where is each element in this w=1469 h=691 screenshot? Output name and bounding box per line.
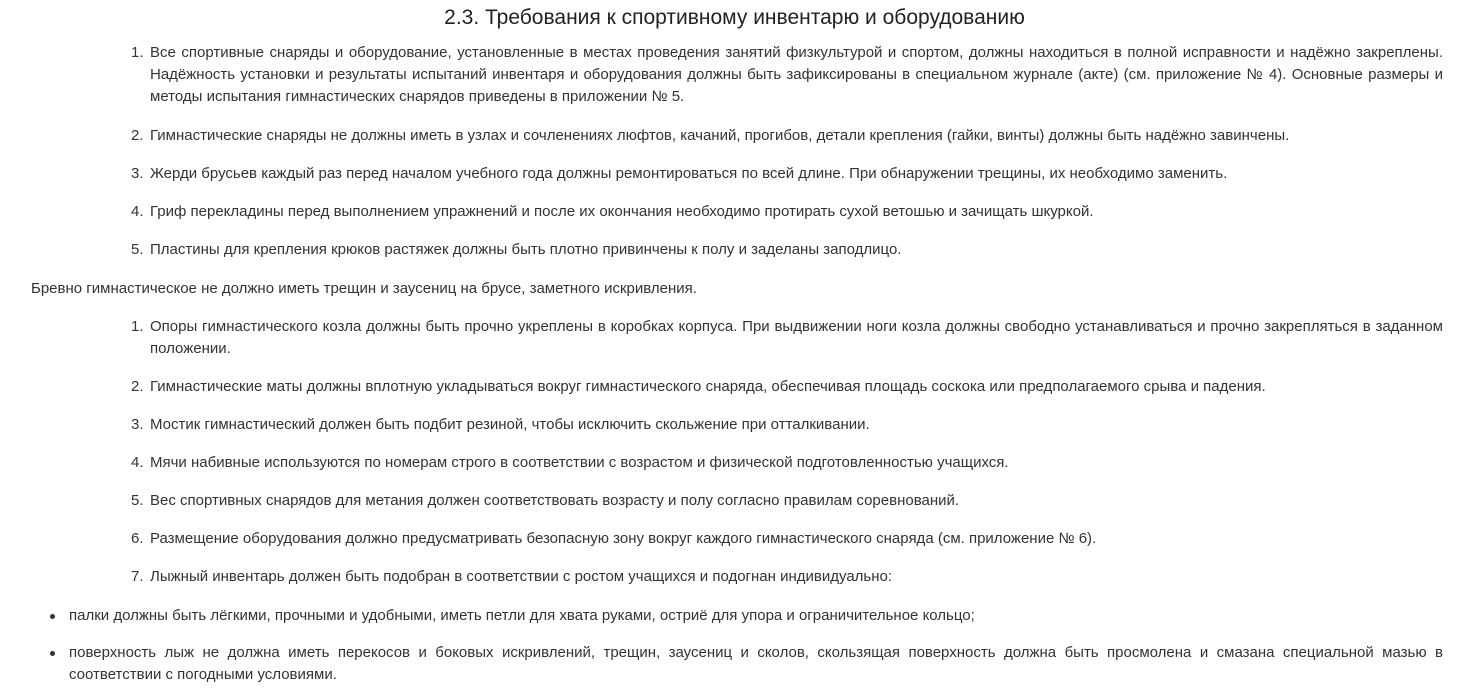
list1-item-3-number: 3. [131,165,144,182]
list2-item-5-number: 5. [131,492,144,509]
list1-item-2-number: 2. [131,127,144,144]
section-heading: 2.3. Требования к спортивному инвентарю и оборудованию [444,6,1025,29]
list1-item-2-text: Гимнастические снаряды не должны иметь в узлах и сочленениях люфтов, качаний, прогибов, детали крепления (гайки, винты) должны быть надёжно завинчены. [150,127,1290,144]
list2-item-5 [131,490,1443,512]
bullet-item-1-text: палки должны быть лёгкими, прочными и удобными, иметь петли для хвата руками, остриё для упора и ограничительное кольцо; [69,607,975,624]
list2-item-5-text: Вес спортивных снарядов для метания должен соответствовать возрасту и полу согласно правилам соревнований. [150,492,960,509]
list1-item-5-text: Пластины для крепления крюков растяжек должны быть плотно привинчены к полу и заделаны заподлицо. [150,241,902,258]
list1-item-5-number: 5. [131,241,144,258]
beam-paragraph: Бревно гимнастическое не должно иметь трещин и заусениц на брусе, заметного искривления. [31,280,697,297]
list1-item-1 [131,42,1443,108]
list1-item-1-number: 1. [131,44,144,61]
bullet-item-2 [48,642,1443,686]
list1-item-3 [131,163,1443,185]
list2-item-7-text: Лыжный инвентарь должен быть подобран в соответствии с ростом учащихся и подогнан индивидуально: [150,568,893,585]
list2-item-1-number: 1. [131,318,144,335]
list2-item-6-number: 6. [131,530,144,547]
list1-item-2 [131,125,1443,147]
list2-item-1 [131,316,1443,360]
bullet-item-2-text: поверхность лыж не должна иметь перекосов и боковых искривлений, трещин, заусениц и сколов, скользящая поверхность должна быть просмолена и смазана специальной мазью в соответствии с погодными условиями. [69,644,1443,683]
list2-item-3 [131,414,1443,436]
list2-item-6-text: Размещение оборудования должно предусматривать безопасную зону вокруг каждого гимнастического снаряда (см. приложение № 6). [150,530,1097,547]
bullet-dot-icon [48,605,69,627]
list2-item-2 [131,376,1443,398]
list2-item-2-text: Гимнастические маты должны вплотную укладываться вокруг гимнастического снаряда, обеспечивая площадь соскока или предполагаемого срыва и падения. [150,378,1266,395]
list1-item-3-text: Жерди брусьев каждый раз перед началом учебного года должны ремонтироваться по всей длине. При обнаружении трещины, их необходимо заменить. [150,165,1228,182]
list2-item-1-text: Опоры гимнастического козла должны быть прочно укреплены в коробках корпуса. При выдвижении ноги козла должны свободно устанавливаться и прочно закрепляться в заданном положении. [150,318,1443,357]
bullet-dot-icon [48,642,69,686]
list2-item-2-number: 2. [131,378,144,395]
list1-item-4-number: 4. [131,203,144,220]
list1-item-4-text: Гриф перекладины перед выполнением упражнений и после их окончания необходимо протирать сухой ветошью и зачищать шкуркой. [150,203,1094,220]
list2-item-4-text: Мячи набивные используются по номерам строго в соответствии с возрастом и физической подготовленностью учащихся. [150,454,1009,471]
list1-item-4 [131,201,1443,223]
list2-item-7 [131,566,1443,588]
list2-item-7-number: 7. [131,568,144,585]
list2-item-4 [131,452,1443,474]
list2-item-3-text: Мостик гимнастический должен быть подбит резиной, чтобы исключить скольжение при отталкивании. [150,416,870,433]
list2-item-3-number: 3. [131,416,144,433]
list1-item-1-text: Все спортивные снаряды и оборудование, установленные в местах проведения занятий физкультурой и спортом, должны находиться в полной исправности и надёжно закреплены. Надёжность установки и результаты испытаний инвентаря и оборудования должны быть зафиксированы в специальном журнале (акте) (см. приложение № 4). Основные размеры и методы испытания гимнастических снарядов приведены в приложении № 5. [150,44,1443,105]
list2-item-6 [131,528,1443,550]
bullet-item-1 [48,605,1443,627]
list2-item-4-number: 4. [131,454,144,471]
list1-item-5 [131,239,1443,261]
